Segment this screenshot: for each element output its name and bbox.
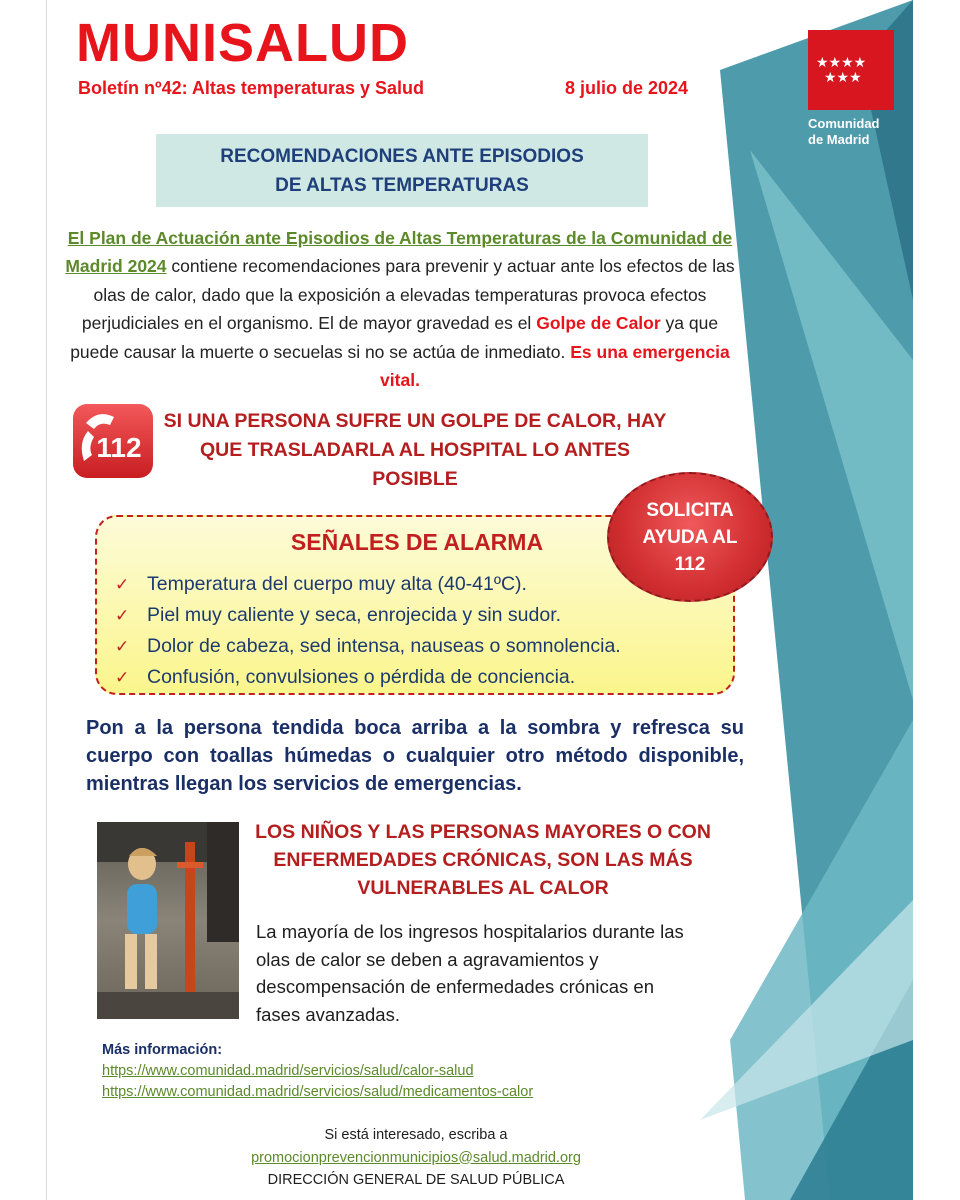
logo-line-1: Comunidad [808, 116, 880, 131]
bulletin-subtitle: Boletín nº42: Altas temperaturas y Salud [78, 78, 424, 98]
check-icon: ✓ [115, 668, 130, 687]
vulnerable-groups-text: La mayoría de los ingresos hospitalarios durante las olas de calor se deben a agravamientos y descompensación de enfermedades crónicas en fases avanzadas. [256, 921, 684, 1025]
brand-title: MUNISALUD [76, 13, 409, 73]
stars-icon [816, 55, 886, 85]
call-112-text: SOLICITA AYUDA AL 112 [642, 499, 738, 575]
svg-text:★★★★: ★★★★ [816, 55, 867, 71]
phone-112-icon [72, 403, 154, 479]
recommendations-title: RECOMENDACIONES ANTE EPISODIOS DE ALTAS TEMPERATURAS [220, 145, 584, 196]
footer-organization: DIRECCIÓN GENERAL DE SALUD PÚBLICA [267, 1172, 565, 1188]
alarm-item-text: Dolor de cabeza, sed intensa, nauseas o somnolencia. [147, 635, 621, 657]
link-medicamentos-calor[interactable]: https://www.comunidad.madrid/servicios/salud/medicamentos-calor [102, 1084, 534, 1100]
first-aid-instructions: Pon a la persona tendida boca arriba a la sombra y refresca su cuerpo con toallas húmedas o cualquier otro método disponible, mientras llegan los servicios de emergencias. [86, 717, 744, 795]
check-icon: ✓ [115, 606, 130, 625]
intro-text-2: ya que puede causar la muerte o secuelas si no se actúa de inmediato. [70, 313, 719, 362]
footer-contact-line: Si está interesado, escriba a [324, 1127, 508, 1143]
madrid-flag [808, 30, 894, 110]
footer [216, 1124, 616, 1192]
list-item [115, 662, 621, 693]
link-calor-salud[interactable]: https://www.comunidad.madrid/servicios/salud/calor-salud [102, 1063, 474, 1079]
comunidad-madrid-logo [808, 30, 898, 148]
alarm-list [115, 569, 621, 693]
alarm-item-text: Confusión, convulsiones o pérdida de conciencia. [147, 666, 576, 688]
child-drinking-fountain-photo [97, 822, 239, 1019]
logo-line-2: de Madrid [808, 132, 870, 147]
intro-paragraph [64, 224, 736, 394]
logo-text [808, 116, 898, 148]
list-item [115, 631, 621, 662]
plan-link[interactable]: El Plan de Actuación ante Episodios de Altas Temperaturas de la Comunidad de Madrid 2024 [65, 228, 733, 277]
icon-112-label: 112 [96, 432, 142, 463]
more-info-title: Más información: [102, 1042, 223, 1058]
alarm-title: SEÑALES DE ALARMA [290, 529, 544, 555]
check-icon: ✓ [115, 575, 130, 594]
intro-text-1: contiene recomendaciones para prevenir y actuar ante los efectos de las olas de calor, dado que la exposición a elevadas temperaturas provoca efectos perjudiciales en el organismo. El de mayor gravedad es el [81, 256, 735, 334]
list-item [115, 569, 621, 600]
list-item [115, 600, 621, 631]
recommendations-banner [156, 134, 648, 207]
vulnerable-groups-title: LOS NIÑOS Y LAS PERSONAS MAYORES O CON ENFERMEDADES CRÓNICAS, SON LAS MÁS VULNERABLES AL CALOR [255, 821, 711, 899]
golpe-de-calor-highlight: Golpe de Calor [536, 313, 661, 334]
call-112-badge [607, 472, 773, 602]
emergency-highlight: Es una emergencia vital. [380, 341, 730, 391]
heat-stroke-message: SI UNA PERSONA SUFRE UN GOLPE DE CALOR, HAY QUE TRASLADARLA AL HOSPITAL LO ANTES POSIBLE [163, 410, 667, 490]
footer-email-link[interactable]: promocionprevencionmunicipios@salud.madrid.org [251, 1149, 581, 1166]
check-icon: ✓ [115, 637, 130, 656]
alarm-item-text: Temperatura del cuerpo muy alta (40-41ºC). [147, 573, 527, 595]
bulletin-date: 8 julio de 2024 [565, 78, 689, 98]
svg-text:★★★: ★★★ [824, 70, 862, 85]
alarm-item-text: Piel muy caliente y seca, enrojecida y sin sudor. [147, 604, 562, 626]
more-info [102, 1040, 533, 1103]
